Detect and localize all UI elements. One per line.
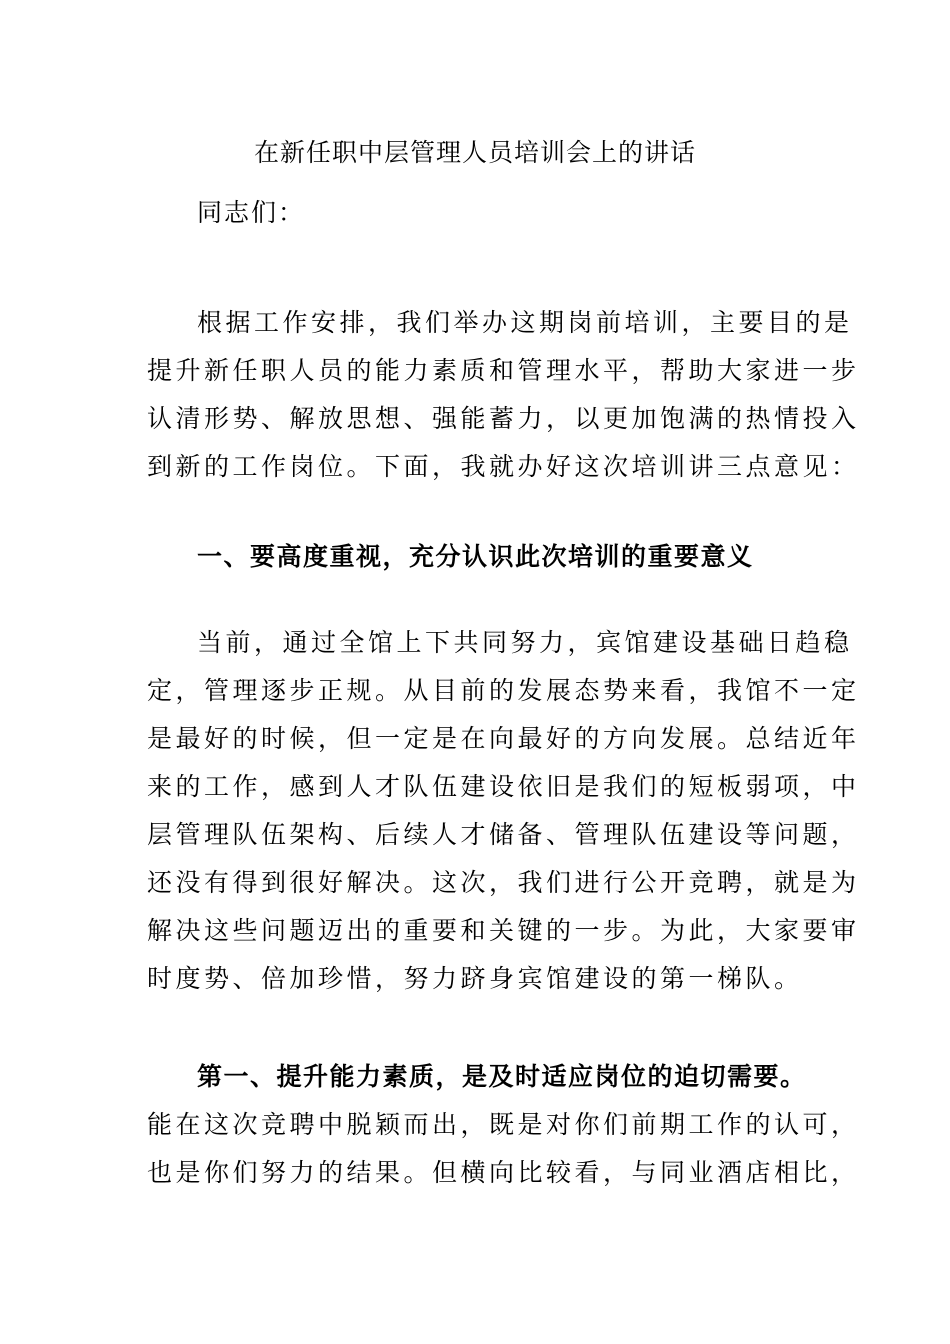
point1-paragraph	[147, 1053, 860, 1197]
document-title: 在新任职中层管理人员培训会上的讲话	[253, 138, 696, 167]
paragraph-line: 来的工作，感到人才队伍建设依旧是我们的短板弱项，中	[147, 772, 860, 801]
paragraph-line: 解决这些问题迈出的重要和关键的一步。为此，大家要审	[147, 916, 860, 945]
paragraph-line: 认清形势、解放思想、强能蓄力，以更加饱满的热情投入	[147, 404, 860, 433]
paragraph-line: 是最好的时候，但一定是在向最好的方向发展。总结近年	[147, 724, 860, 753]
paragraph-line: 也是你们努力的结果。但横向比较看，与同业酒店相比，	[147, 1158, 860, 1187]
paragraph-line: 定，管理逐步正规。从目前的发展态势来看，我馆不一定	[147, 676, 860, 705]
paragraph-line: 当前，通过全馆上下共同努力，宾馆建设基础日趋稳	[197, 628, 853, 657]
paragraph-line: 到新的工作岗位。下面，我就办好这次培训讲三点意见：	[147, 452, 860, 481]
intro-paragraph	[147, 299, 860, 491]
paragraph-line: 根据工作安排，我们举办这期岗前培训，主要目的是	[197, 308, 853, 337]
paragraph-line: 时度势、倍加珍惜，努力跻身宾馆建设的第一梯队。	[147, 964, 803, 993]
section1-paragraph	[147, 619, 860, 1003]
section-heading-text: 一、要高度重视，充分认识此次培训的重要意义	[197, 542, 754, 571]
section-heading	[147, 533, 754, 581]
paragraph-line: 提升新任职人员的能力素质和管理水平，帮助大家进一步	[147, 356, 860, 385]
point-heading: 第一、提升能力素质，是及时适应岗位的迫切需要。	[197, 1062, 807, 1091]
paragraph-line: 层管理队伍架构、后续人才储备、管理队伍建设等问题，	[147, 820, 860, 849]
paragraph-line: 能在这次竞聘中脱颖而出，既是对你们前期工作的认可，	[147, 1110, 860, 1139]
paragraph-line: 还没有得到很好解决。这次，我们进行公开竞聘，就是为	[147, 868, 860, 897]
salutation: 同志们：	[197, 198, 306, 227]
